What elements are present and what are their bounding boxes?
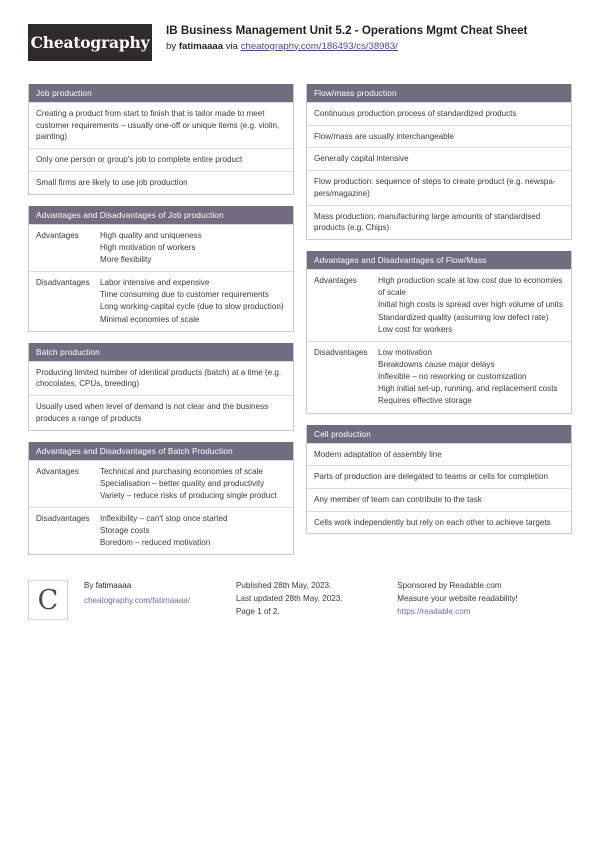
row-values bbox=[100, 277, 286, 326]
byline bbox=[166, 41, 527, 52]
card-heading: Advantages and Disadvantages of Job production bbox=[29, 206, 293, 224]
card-row: Generally capital intensive bbox=[307, 147, 571, 170]
card-row: Small firms are likely to use job production bbox=[29, 171, 293, 194]
card-heading: Batch production bbox=[29, 343, 293, 361]
page-title: IB Business Management Unit 5.2 - Operations Mgmt Cheat Sheet bbox=[166, 24, 528, 37]
row-values bbox=[378, 347, 564, 408]
card-row: Cells work independently but rely on each other to achieve targets bbox=[307, 511, 571, 534]
row-label: Advantages bbox=[36, 230, 79, 240]
footer-author-block bbox=[84, 580, 222, 620]
row-label: Disadvantages bbox=[36, 278, 90, 288]
list-item: Storage costs bbox=[100, 526, 150, 536]
card-row: Flow/mass are usually interchangeable bbox=[307, 125, 571, 148]
sponsor-url[interactable]: https://readable.com bbox=[397, 606, 471, 616]
byline-author: fatimaaaa bbox=[178, 40, 224, 52]
list-item: Long working-capital cycle (due to slow production) bbox=[100, 302, 284, 312]
card-row: Modern adaptation of assembly line bbox=[307, 443, 571, 466]
footer-author: fatimaaaa bbox=[95, 581, 132, 591]
row-values bbox=[100, 230, 286, 266]
sponsor-line: Sponsored by Readable.com bbox=[397, 581, 502, 591]
list-item: High quality and uniqueness bbox=[100, 230, 202, 240]
list-item: Low motivation bbox=[378, 347, 432, 357]
card-flow-mass-production bbox=[306, 84, 572, 240]
card-heading: Flow/mass production bbox=[307, 84, 571, 102]
footer-publish-block bbox=[236, 580, 383, 620]
card-heading: Cell production bbox=[307, 425, 571, 443]
table-row bbox=[307, 341, 571, 413]
card-row: Any member of team can contribute to the task bbox=[307, 488, 571, 511]
card-row: Creating a product from start to finish that is tailor made to meet customer requirements – usually one-off or unique items (e.g. violin, painting) bbox=[29, 102, 293, 148]
list-item: Minimal economies of scale bbox=[100, 314, 200, 324]
avatar-letter: C bbox=[28, 580, 68, 620]
card-row: Flow production: sequence of steps to create product (e.g. newspapers/magazine) bbox=[307, 170, 571, 204]
list-item: Specialisation – better quality and productivity bbox=[100, 478, 265, 488]
card-batch-production bbox=[28, 343, 294, 431]
card-row: Usually used when level of demand is not clear and the business produces a range of products bbox=[29, 395, 293, 429]
right-column bbox=[306, 84, 572, 566]
card-heading: Advantages and Disadvantages of Batch Production bbox=[29, 442, 293, 460]
list-item: Inflexible – no reworking or customization bbox=[378, 372, 527, 382]
row-label: Disadvantages bbox=[36, 514, 90, 524]
card-cell-production bbox=[306, 425, 572, 535]
content-columns bbox=[28, 84, 572, 566]
list-item: Time consuming due to customer requirements bbox=[100, 290, 269, 300]
row-label: Advantages bbox=[36, 466, 79, 476]
list-item: High motivation of workers bbox=[100, 242, 196, 252]
list-item: Standardized quality (assuming low defect rate) bbox=[378, 312, 549, 322]
list-item: More flexibility bbox=[100, 254, 152, 264]
table-row bbox=[307, 269, 571, 341]
card-row: Producing limited number of identical products (batch) at a time (e.g. chocolates, CPUs, breeding) bbox=[29, 361, 293, 395]
list-item: Variety – reduce risks of producing single product bbox=[100, 490, 277, 500]
updated-date: Last updated 28th May, 2023. bbox=[236, 593, 343, 603]
card-heading: Advantages and Disadvantages of Flow/Mass bbox=[307, 251, 571, 269]
list-item: High initial set-up, running, and replacement costs bbox=[378, 384, 558, 394]
byline-mid: via bbox=[223, 40, 241, 52]
card-heading: Job production bbox=[29, 84, 293, 102]
card-batch-adv-disadv bbox=[28, 442, 294, 556]
list-item: Boredom – reduced motivation bbox=[100, 538, 211, 548]
published-date: Published 28th May, 2023. bbox=[236, 581, 332, 591]
card-row: Continuous production process of standardized products bbox=[307, 102, 571, 125]
table-row bbox=[29, 224, 293, 271]
row-values bbox=[100, 513, 286, 549]
row-label: Disadvantages bbox=[314, 347, 368, 357]
left-column bbox=[28, 84, 294, 566]
card-row: Only one person or group's job to complete entire product bbox=[29, 148, 293, 171]
page-footer bbox=[28, 576, 572, 620]
avatar bbox=[28, 580, 70, 620]
card-row: Mass production: manufacturing large amounts of standardised products (e.g. Chips) bbox=[307, 205, 571, 239]
list-item: Inflexibility – can't stop once started bbox=[100, 514, 228, 524]
footer-sponsor-block bbox=[397, 580, 572, 620]
cheatography-logo[interactable] bbox=[28, 24, 152, 61]
table-row bbox=[29, 460, 293, 507]
table-row bbox=[29, 271, 293, 331]
list-item: Initial high costs is spread over high volume of units bbox=[378, 300, 563, 310]
list-item: Requires effective storage bbox=[378, 396, 472, 406]
title-block bbox=[166, 22, 527, 52]
row-values bbox=[100, 466, 286, 502]
page-number: Page 1 of 2. bbox=[236, 606, 280, 616]
card-flow-mass-adv-disadv bbox=[306, 251, 572, 413]
footer-author-url[interactable]: cheatography.com/fatimaaaa/ bbox=[84, 595, 191, 605]
footer-author-line bbox=[84, 580, 222, 593]
list-item: Low cost for workers bbox=[378, 324, 453, 334]
source-link[interactable]: cheatography.com/186493/cs/38983/ bbox=[240, 40, 398, 52]
row-label: Advantages bbox=[314, 276, 357, 286]
list-item: High production scale at low cost due to economies of scale bbox=[378, 276, 563, 298]
card-job-production bbox=[28, 84, 294, 195]
card-job-adv-disadv bbox=[28, 206, 294, 332]
list-item: Technical and purchasing economies of scale bbox=[100, 466, 263, 476]
row-values bbox=[378, 275, 564, 336]
by-label: By bbox=[84, 581, 96, 591]
sponsor-tagline: Measure your website readability! bbox=[397, 593, 518, 603]
list-item: Breakdowns cause major delays bbox=[378, 359, 495, 369]
card-row: Parts of production are delegated to teams or cells for completion bbox=[307, 465, 571, 488]
byline-prefix: by bbox=[166, 40, 179, 52]
page-header bbox=[28, 22, 572, 70]
table-row bbox=[29, 507, 293, 554]
list-item: Labor intensive and expensive bbox=[100, 278, 210, 288]
logo-text: Cheatography bbox=[30, 33, 150, 52]
